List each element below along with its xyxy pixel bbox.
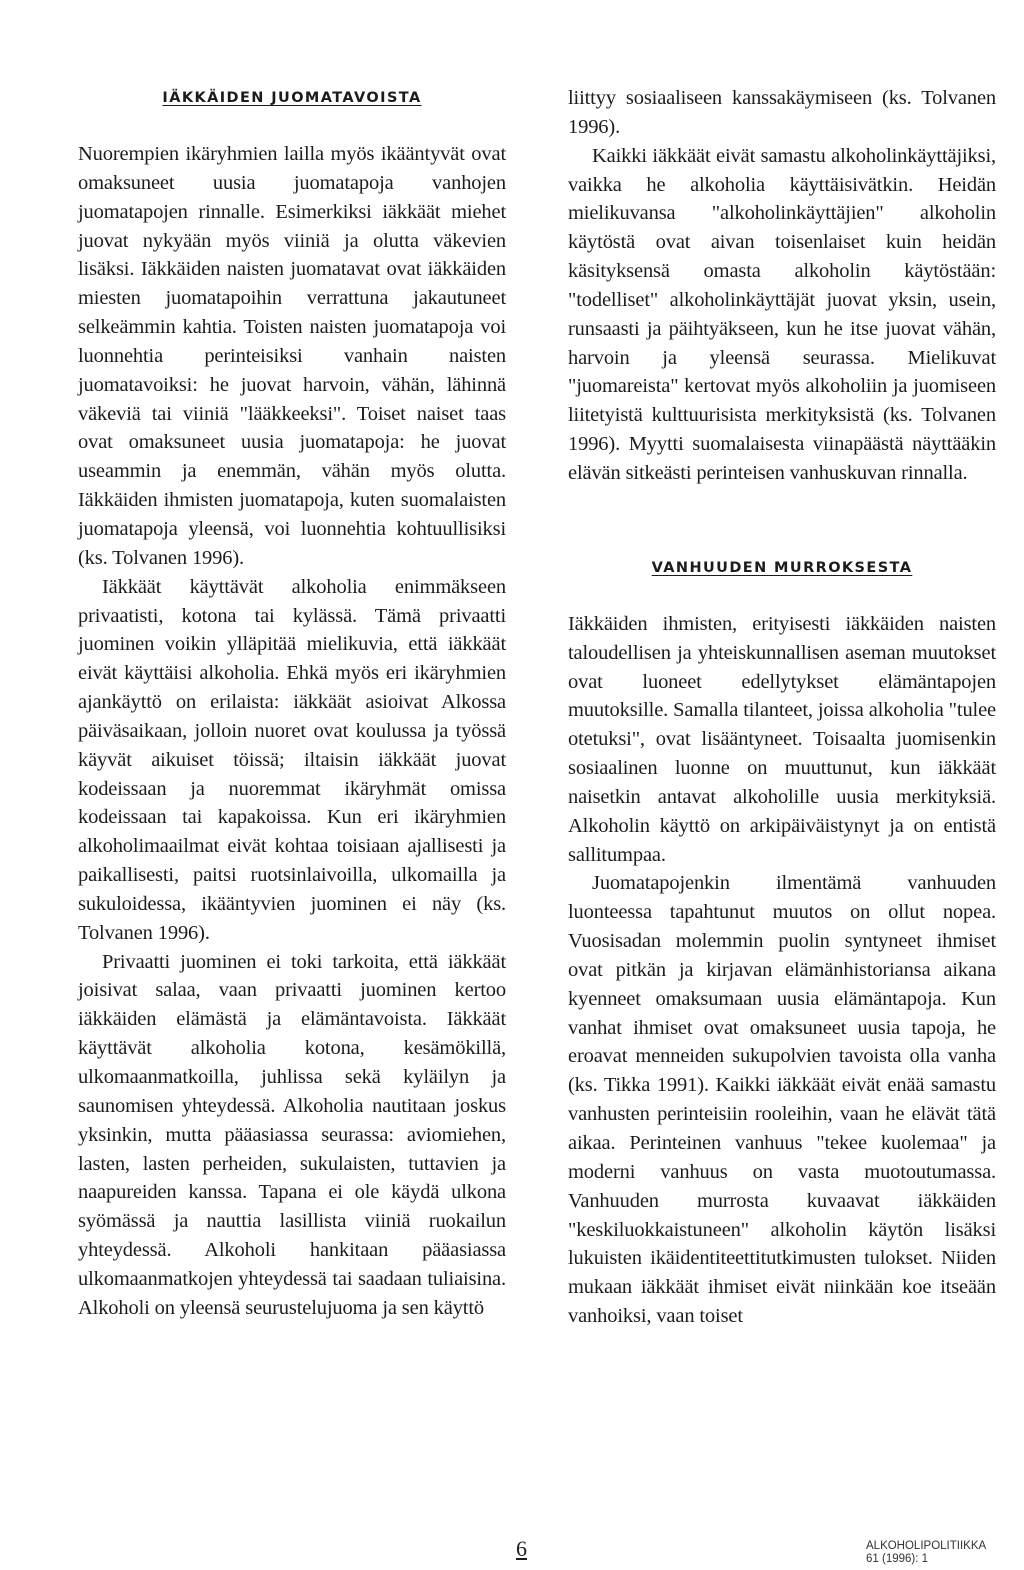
left-paragraph-1: Nuorempien ikäryhmien lailla myös ikääntyvät ovat omaksuneet uusia juomatapoja vanhojen juomatapojen rinnalle. Esimerkiksi iäkkäät miehet juovat nykyään myös viiniä ja olutta väkevien lisäksi. Iäkkäiden naisten juomatavat ovat iäkkäiden miesten juomatapoihin verrattuna jakautuneet selkeämmin kahtia. Toisten naisten juomatapoja voi luonnehtia perinteisiksi vanhain naisten juomatavoiksi: he juovat harvoin, vähän, lähinnä väkeviä tai viiniä "lääkkeeksi". Toiset naiset taas ovat omaksuneet uusia juomatapoja: he juovat useammin ja enemmän, vähän myös olutta. Iäkkäiden ihmisten juomatapoja, kuten suomalaisten juomatapoja yleensä, voi luonnehtia kohtuullisiksi (ks. Tolvanen 1996). [78,143,506,569]
right-paragraph-2: Kaikki iäkkäät eivät samastu alkoholinkäyttäjiksi, vaikka he alkoholia käyttäisivätkin. Heidän mielikuvansa "alkoholinkäyttäjien" alkoholin käytöstä ovat aivan toisenlaiset kuin heidän käsityksensä omasta alkoholin käytöstään: "todelliset" alkoholinkäyttäjät juovat yksin, usein, runsaasti ja päihtyäkseen, kun he itse juovat vähän, harvoin ja yleensä seurassa. Mielikuvat "juomareista" kertovat myös alkoholiin ja juomiseen liitetyistä kulttuurisista merkityksistä (ks. Tolvanen 1996). Myytti suomalaisesta viinapäästä näyttääkin elävän sitkeästi perinteisen vanhuskuvan rinnalla. [568,144,996,484]
journal-issue: 61 (1996): 1 [866,1553,929,1565]
journal-name: ALKOHOLIPOLITIIKKA [866,1540,987,1552]
left-paragraph-3: Privaatti juominen ei toki tarkoita, että iäkkäät joisivat salaa, vaan privaatti juominen kertoo iäkkäiden elämästä ja elämäntavoista. Iäkkäät käyttävät alkoholia kotona, kesämökillä, ulkomaanmatkoilla, juhlissa sekä kyläilyn ja saunomisen yhteydessä. Alkoholia nautitaan joskus yksinkin, mutta pääasiassa seurassa: aviomiehen, lasten, lasten perheiden, sukulaisten, tuttavien ja naapureiden kanssa. Tapana ei ole käydä ulkona syömässä ja nauttia lasillista viiniä ruokailun yhteydessä. Alkoholi hankitaan pääasiassa ulkomaanmatkojen yhteydessä tai saadaan tuliaisina. Alkoholi on yleensä seurustelujuoma ja sen käyttö [78,950,506,1319]
right-paragraph-3: Iäkkäiden ihmisten, erityisesti iäkkäiden naisten taloudellisen ja yhteiskunnallisen aseman muutokset ovat luoneet edellytykset elämäntapojen muutoksille. Samalla tilanteet, joissa alkoholia "tulee otetuksi", ovat lisääntyneet. Toisaalta juomisenkin sosiaalinen luonne on muuttunut, kun iäkkäät naisetkin antavat alkoholille uusia merkityksiä. Alkoholin käyttö on arkipäiväistynyt ja on entistä sallitumpaa. [568,612,996,866]
left-column [78,0,506,1323]
journal-info [866,1540,986,1566]
page-number: 6 [516,1536,527,1561]
section-heading-left: IÄKKÄIDEN JUOMATAVOISTA [162,90,422,106]
right-paragraph-4: Juomatapojenkin ilmentämä vanhuuden luonteessa tapahtunut muutos on ollut nopea. Vuosisadan molemmin puolin syntyneet ihmiset ovat pitkän ja kirjavan elämänhistoriansa aikana kyenneet omaksumaan uusia elämäntapoja. Kun vanhat ihmiset ovat omaksuneet uusia tapoja, he eroavat menneiden sukupolvien tavoista olla vanha (ks. Tikka 1991). Kaikki iäkkäät eivät enää samastu vanhusten perinteisiin rooleihin, vaan he elävät tätä aikaa. Perinteinen vanhuus "tekee kuolemaa" ja moderni vanhuus on vasta muotoutumassa. Vanhuuden murrosta kuvaavat iäkkäiden "keskiluokkaistuneen" alkoholin käytön lisäksi lukuisten ikäidentiteettitutkimusten tulokset. Niiden mukaan iäkkäät ihmiset eivät niinkään koe itseään vanhoiksi, vaan toiset [568,872,996,1328]
section-heading-right: VANHUUDEN MURROKSESTA [651,559,913,576]
right-column [568,0,996,1331]
left-paragraph-2: Iäkkäät käyttävät alkoholia enimmäkseen privaatisti, kotona tai kylässä. Tämä privaatti juominen voikin ylläpitää mielikuvia, että iäkkäät eivät käyttäisi alkoholia. Ehkä myös eri ikäryhmien ajankäyttö on erilaista: iäkkäät asioivat Alkossa päiväsaikaan, jolloin nuoret ovat koulussa ja työssä käyvät aikuiset töissä; iltaisin iäkkäät juovat kodeissaan ja nuoremmat ikäryhmät omissa kodeissaan tai kapakoissa. Kun eri ikäryhmien alkoholimaailmat eivät kohtaa toisiaan ajallisesti ja paikallisesti, paitsi ruotsinlaivoilla, ulkomailla ja sukuloidessa, ikääntyvien juominen ei näy (ks. Tolvanen 1996). [78,575,506,944]
right-paragraph-1: liittyy sosiaaliseen kanssakäymiseen (ks. Tolvanen 1996). [568,87,996,138]
